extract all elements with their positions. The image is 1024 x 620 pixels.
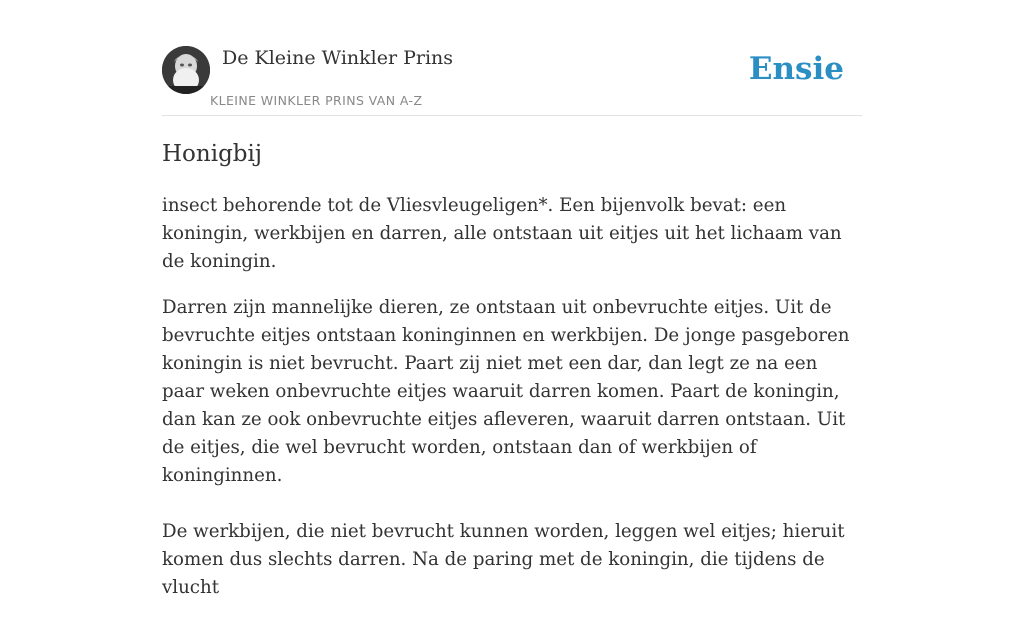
book-title[interactable]: De Kleine Winkler Prins [222,47,454,69]
entry-paragraph: De werkbijen, die niet bevrucht kunnen worden, leggen wel eitjes; hieruit komen dus slechts darren. Na de paring met de koningin, die tijdens de vlucht [162,521,845,598]
brand-logo[interactable]: Ensie [748,51,844,87]
book-subtitle[interactable]: KLEINE WINKLER PRINS VAN A-Z [210,93,423,108]
author-portrait-icon [162,46,210,94]
entry-paragraph: insect behorende tot de Vliesvleugeligen*. Een bijenvolk bevat: een koningin, werkbijen en darren, alle ontstaan uit eitjes uit het lichaam van de koningin. [162,195,842,272]
entry-content [162,138,862,620]
entry-title: Honigbij [162,141,263,167]
author-avatar[interactable] [162,46,210,94]
page-header [162,0,862,116]
entry-paragraph: Darren zijn mannelijke dieren, ze ontstaan uit onbevruchte eitjes. Uit de bevruchte eitjes ontstaan koninginnen en werkbijen. De jonge pasgeboren koningin is niet bevrucht. Paart zij niet met een dar, dan legt ze na een paar weken onbevruchte eitjes waaruit darren komen. Paart de koningin, dan kan ze ook onbevruchte eitjes afleveren, waaruit darren ontstaan. Uit de eitjes, die wel bevrucht worden, ontstaan dan of werkbijen of koninginnen. [162,297,850,486]
